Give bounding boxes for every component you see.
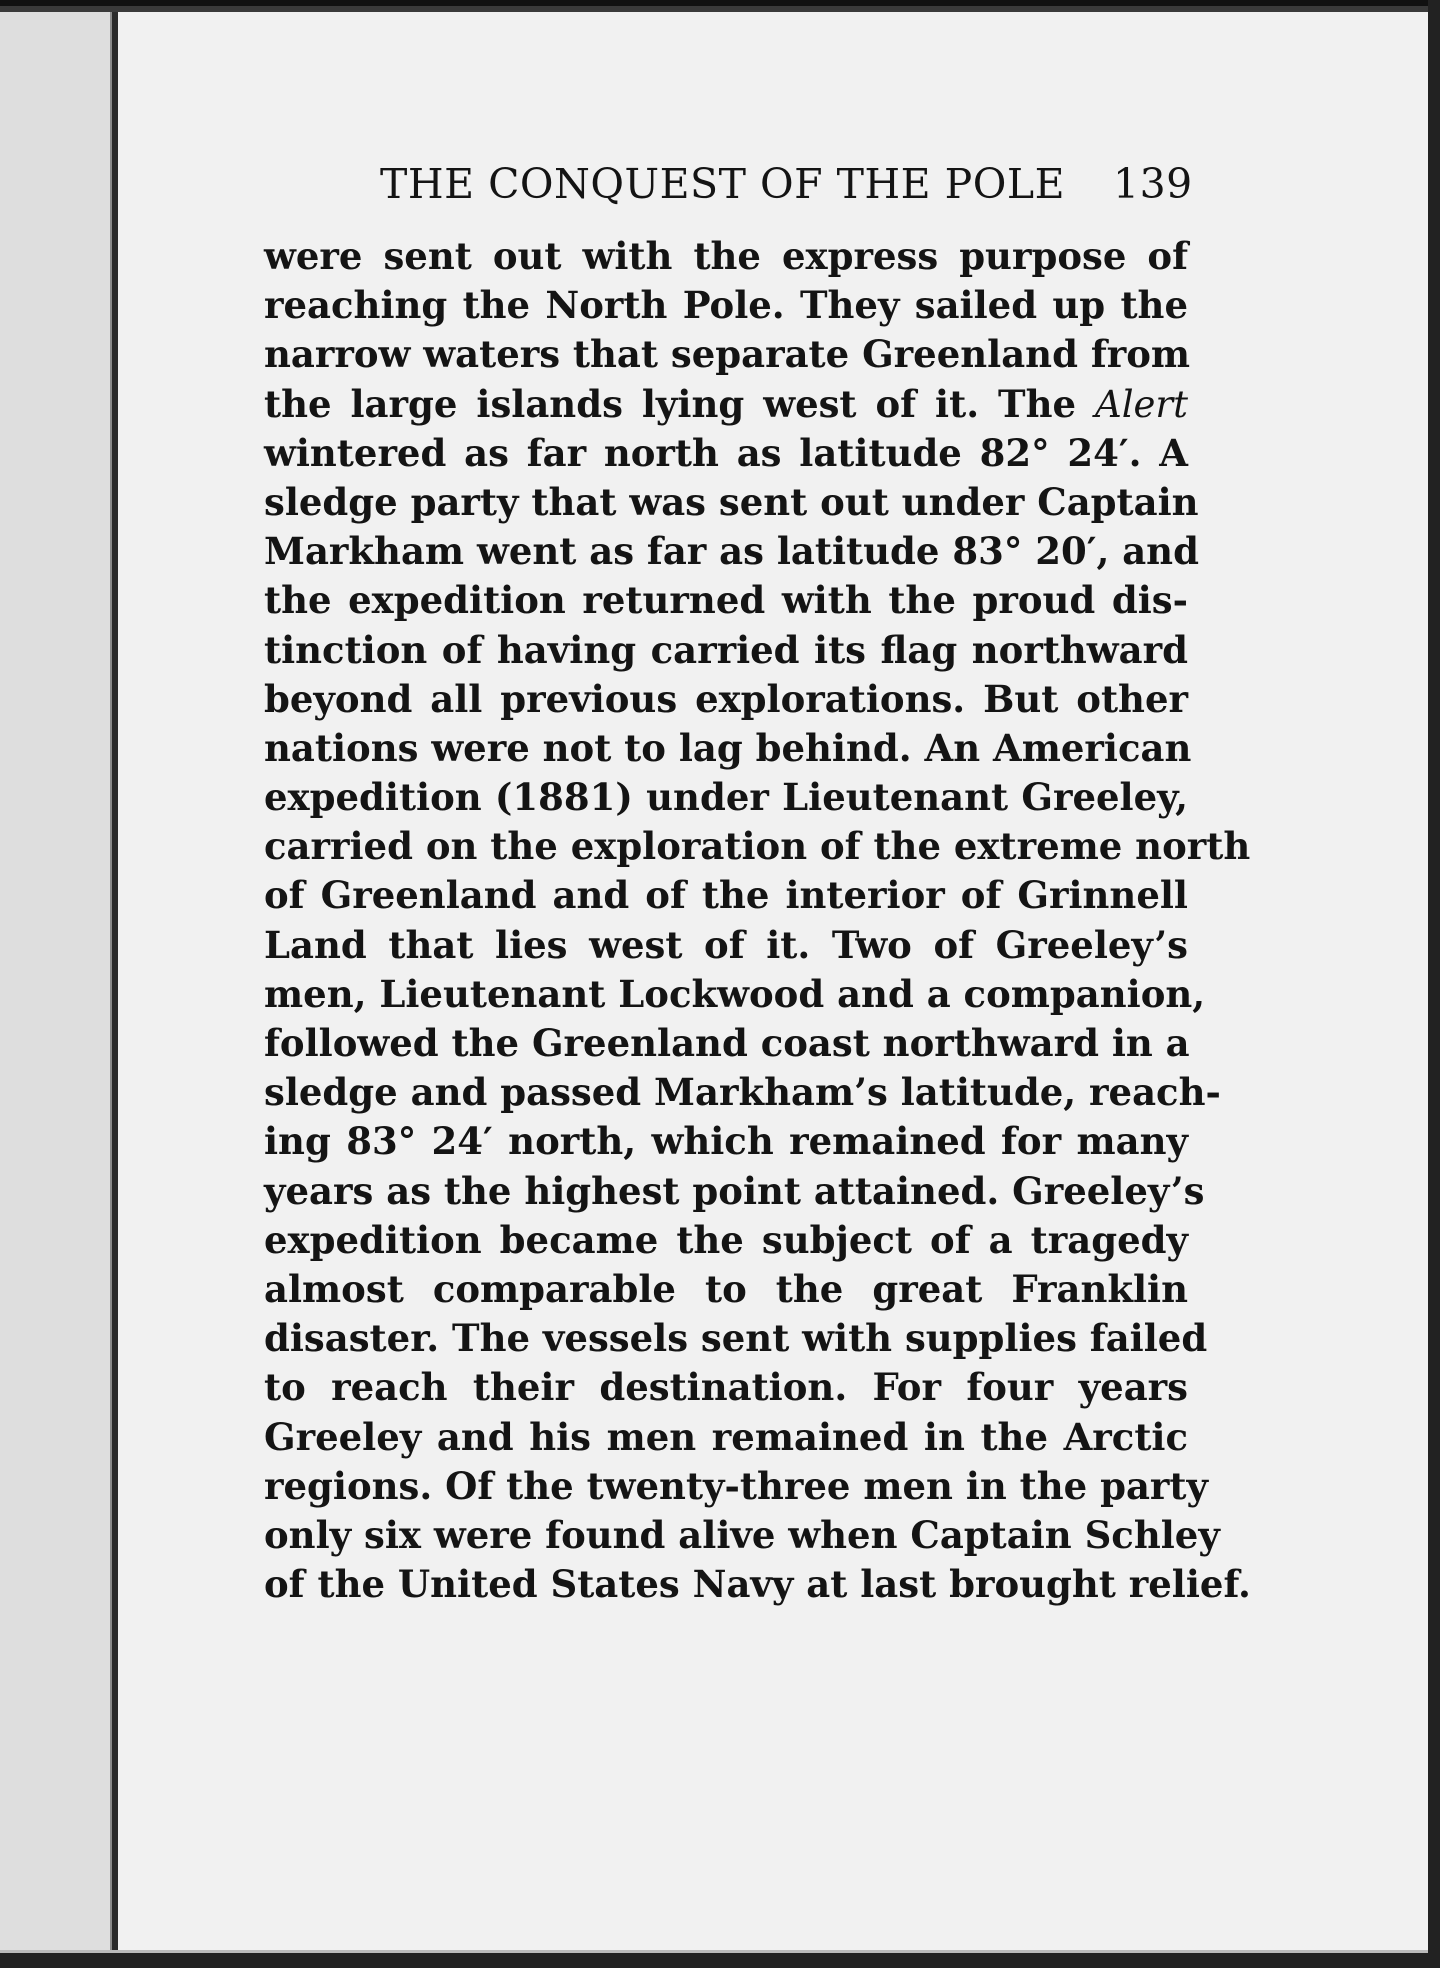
text-line: expedition became the subject of a tragedy xyxy=(264,1217,1188,1262)
text-line: wintered as far north as latitude 82° 24′. A xyxy=(264,430,1188,475)
scan-top-border xyxy=(0,0,1440,12)
text-line: tinction of having carried its flag northward xyxy=(264,627,1188,672)
text-line: sledge and passed Markham’s latitude, reach- xyxy=(264,1070,1221,1115)
text-line-with-italic xyxy=(264,380,1188,429)
text-line: narrow waters that separate Greenland from xyxy=(264,332,1191,377)
running-head-title: THE CONQUEST OF THE POLE xyxy=(380,160,1065,208)
text-line: only six were found alive when Captain Schley xyxy=(264,1512,1220,1557)
text-line: to reach their destination. For four years xyxy=(264,1365,1188,1410)
text-line: nations were not to lag behind. An American xyxy=(264,725,1192,770)
text-line: Land that lies west of it. Two of Greeley’s xyxy=(264,922,1188,967)
running-head xyxy=(380,160,1193,216)
text-line: ing 83° 24′ north, which remained for many xyxy=(264,1119,1188,1164)
text-line: reaching the North Pole. They sailed up the xyxy=(264,283,1188,328)
facing-page-edge xyxy=(0,0,118,1968)
text-line: men, Lieutenant Lockwood and a companion, xyxy=(264,971,1206,1016)
text-line: the expedition returned with the proud dis- xyxy=(264,578,1188,623)
text-line: sledge party that was sent out under Captain xyxy=(264,479,1199,524)
text-line: of Greenland and of the interior of Grinnell xyxy=(264,873,1188,918)
text-line: regions. Of the twenty-three men in the party xyxy=(264,1463,1209,1508)
text-line: of the United States Navy at last brought relief. xyxy=(264,1562,1251,1607)
text-line: disaster. The vessels sent with supplies failed xyxy=(264,1316,1208,1361)
page-number: 139 xyxy=(1113,160,1193,208)
ship-name-italic: Alert xyxy=(1094,382,1188,426)
text-line: beyond all previous explorations. But other xyxy=(264,676,1188,721)
text-line: years as the highest point attained. Greeley’s xyxy=(264,1168,1205,1213)
text-line: were sent out with the express purpose of xyxy=(264,234,1188,278)
scan-right-border xyxy=(1428,0,1440,1968)
text-line: almost comparable to the great Franklin xyxy=(264,1266,1188,1311)
text-line: expedition (1881) under Lieutenant Greeley, xyxy=(264,775,1188,820)
text-line: followed the Greenland coast northward in a xyxy=(264,1021,1190,1065)
scan-bottom-border xyxy=(0,1950,1440,1968)
text-line-part: the large islands lying west of it. The xyxy=(264,381,1077,426)
body-text xyxy=(264,232,1251,1609)
text-line: Greeley and his men remained in the Arctic xyxy=(264,1414,1188,1459)
text-line: carried on the exploration of the extreme north xyxy=(264,824,1251,869)
text-line: Markham went as far as latitude 83° 20′, and xyxy=(264,529,1199,574)
